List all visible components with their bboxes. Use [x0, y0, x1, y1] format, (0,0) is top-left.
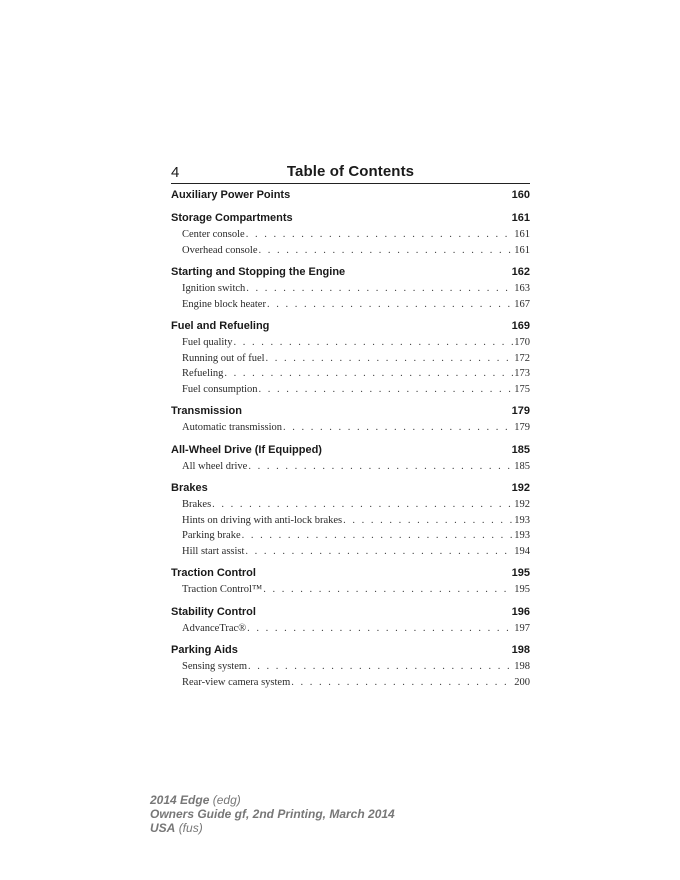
toc-section-heading[interactable] [171, 482, 530, 499]
dot-leader [259, 245, 514, 256]
dot-leader [266, 353, 514, 364]
dot-leader [245, 546, 513, 557]
toc-entry-label: Center console [182, 229, 245, 240]
toc-entry-label: All wheel drive [182, 460, 248, 472]
table-of-contents [171, 189, 530, 698]
toc-section-page: 198 [511, 644, 530, 656]
dot-leader [242, 530, 514, 541]
toc-entry-page: 195 [514, 584, 530, 595]
toc-entry[interactable] [171, 368, 530, 384]
toc-entry-page: 193 [514, 530, 530, 541]
toc-section-title: Fuel and Refueling [171, 320, 270, 332]
toc-entry-page: 161 [514, 244, 530, 256]
toc-entry[interactable] [171, 515, 530, 531]
toc-section-page: 185 [511, 443, 530, 456]
dot-leader [343, 515, 513, 526]
toc-entry-label: Traction Control™ [182, 584, 263, 595]
toc-entry-label: Ignition switch [182, 283, 246, 294]
toc-section [171, 405, 530, 438]
toc-section [171, 444, 530, 477]
toc-section [171, 644, 530, 692]
toc-section-page: 162 [511, 266, 530, 278]
toc-section [171, 567, 530, 600]
toc-entry[interactable] [171, 229, 530, 245]
dot-leader [248, 461, 513, 472]
footer-market-code: (fus) [178, 821, 203, 835]
toc-entry-page: 197 [514, 622, 530, 634]
toc-entry-page: 161 [514, 229, 530, 240]
toc-entry[interactable] [171, 422, 530, 438]
toc-entry-label: Parking brake [182, 530, 241, 541]
toc-section [171, 189, 530, 206]
toc-entry-page: 192 [514, 499, 530, 510]
toc-section-title: Stability Control [171, 605, 256, 618]
toc-entry-label: Rear-view camera system [182, 676, 291, 688]
toc-section [171, 266, 530, 314]
toc-section-title: Auxiliary Power Points [171, 189, 291, 201]
toc-section-page: 195 [511, 567, 530, 579]
toc-entry-label: Engine block heater [182, 298, 266, 310]
toc-section-heading[interactable] [171, 644, 530, 661]
dot-leader [263, 584, 513, 595]
toc-entry-page: 167 [514, 298, 530, 310]
toc-entry-page: 163 [514, 283, 530, 294]
toc-entry[interactable] [171, 546, 530, 562]
dot-leader [267, 299, 513, 310]
toc-section-heading[interactable] [171, 266, 530, 283]
toc-entry[interactable] [171, 530, 530, 546]
toc-section-heading[interactable] [171, 320, 530, 337]
toc-section-title: Brakes [171, 482, 208, 494]
footer-printing [150, 807, 395, 821]
footer-printing-text: Owners Guide gf, 2nd Printing, March 2014 [150, 807, 395, 821]
toc-entry[interactable] [171, 299, 530, 315]
footer-vehicle-model: 2014 Edge [150, 793, 210, 807]
page-title: Table of Contents [286, 163, 415, 180]
toc-entry[interactable] [171, 353, 530, 369]
toc-entry-page: 175 [514, 383, 530, 395]
toc-section [171, 606, 530, 639]
toc-entry[interactable] [171, 623, 530, 639]
toc-entry-label: Automatic transmission [182, 422, 283, 433]
toc-entry-label: Fuel consumption [182, 383, 258, 395]
toc-entry-page: 193 [514, 514, 530, 526]
toc-entry[interactable] [171, 661, 530, 677]
toc-section-heading[interactable] [171, 567, 530, 584]
toc-entry-page: 194 [514, 545, 530, 557]
footer-vehicle [150, 793, 395, 807]
toc-section-heading[interactable] [171, 405, 530, 422]
toc-entry-label: Brakes [182, 499, 212, 510]
toc-entry-label: Running out of fuel [182, 352, 265, 364]
toc-section [171, 482, 530, 561]
toc-entry-label: Hill start assist [182, 545, 245, 557]
toc-entry[interactable] [171, 337, 530, 353]
toc-entry-label: Hints on driving with anti-lock brakes [182, 514, 343, 526]
toc-entry-page: 179 [514, 422, 530, 433]
toc-entry[interactable] [171, 677, 530, 693]
toc-section-page: 179 [511, 405, 530, 417]
toc-section [171, 320, 530, 399]
toc-entry-page: 200 [514, 676, 530, 688]
toc-entry-label: Sensing system [182, 661, 248, 672]
toc-section-title: Parking Aids [171, 644, 238, 656]
toc-entry[interactable] [171, 461, 530, 477]
footer-vehicle-code: (edg) [212, 793, 241, 807]
toc-section-title: Transmission [171, 405, 242, 417]
toc-section-title: Storage Compartments [171, 212, 293, 224]
dot-leader [247, 623, 513, 634]
toc-entry-page: 173 [514, 368, 530, 379]
toc-section-title: Starting and Stopping the Engine [171, 266, 346, 278]
footer-market-name: USA [150, 821, 176, 835]
dot-leader [248, 661, 513, 672]
toc-entry[interactable] [171, 384, 530, 400]
toc-entry-page: 198 [514, 661, 530, 672]
toc-entry[interactable] [171, 584, 530, 600]
toc-section-page: 192 [511, 482, 530, 494]
toc-section-heading[interactable] [171, 444, 530, 461]
toc-section-page: 160 [511, 189, 530, 201]
toc-entry[interactable] [171, 283, 530, 299]
toc-section-heading[interactable] [171, 212, 530, 229]
dot-leader [212, 499, 513, 510]
page-footer [150, 793, 395, 835]
toc-section-heading[interactable] [171, 606, 530, 623]
toc-section [171, 212, 530, 260]
toc-entry[interactable] [171, 499, 530, 515]
toc-section-title: Traction Control [171, 567, 256, 579]
dot-leader [233, 337, 513, 348]
toc-entry-label: Refueling [182, 368, 224, 379]
page-header [171, 163, 530, 184]
dot-leader [291, 677, 513, 688]
dot-leader [246, 229, 514, 240]
footer-market [150, 821, 395, 835]
toc-section-heading[interactable] [171, 189, 530, 206]
toc-entry-page: 172 [514, 352, 530, 364]
toc-section-page: 161 [511, 212, 530, 224]
toc-entry-label: AdvanceTrac® [182, 622, 247, 634]
toc-entry-page: 185 [514, 460, 530, 472]
dot-leader [224, 368, 513, 379]
toc-section-title: All-Wheel Drive (If Equipped) [171, 443, 322, 456]
toc-entry[interactable] [171, 245, 530, 261]
toc-entry-label: Overhead console [182, 244, 258, 256]
dot-leader [246, 283, 513, 294]
toc-entry-label: Fuel quality [182, 337, 233, 348]
page-number: 4 [171, 164, 180, 181]
dot-leader [259, 384, 514, 395]
dot-leader [283, 422, 513, 433]
toc-entry-page: 170 [514, 337, 530, 348]
toc-section-page: 169 [511, 320, 530, 332]
toc-section-page: 196 [511, 605, 530, 618]
